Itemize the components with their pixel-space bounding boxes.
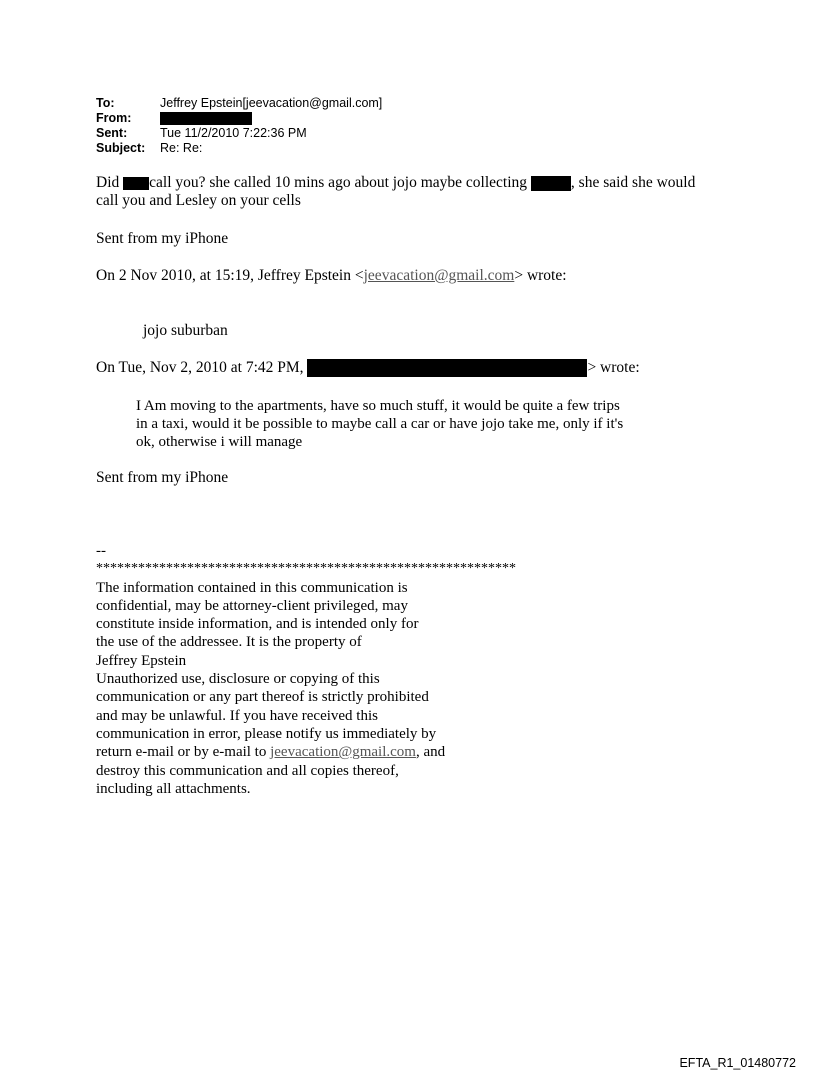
quoted-line-2: in a taxi, would it be possible to maybe call a car or have jojo take me, only if it's — [136, 416, 624, 432]
disclaimer-line-6: Unauthorized use, disclosure or copying of this — [96, 671, 380, 687]
sent-value: Tue 11/2/2010 7:22:36 PM — [160, 126, 307, 140]
signature-1: Sent from my iPhone — [96, 230, 229, 247]
body-line-1 — [96, 174, 695, 193]
quote-header-2-a: On Tue, Nov 2, 2010 at 7:42 PM, — [96, 359, 304, 376]
disclaimer-line-1: The information contained in this communication is — [96, 580, 408, 596]
quote-header-2 — [96, 359, 640, 378]
redaction-name-2 — [531, 176, 571, 191]
disclaimer-line-9: communication in error, please notify us immediately by — [96, 726, 437, 742]
to-value: Jeffrey Epstein[jeevacation@gmail.com] — [160, 96, 383, 110]
disclaimer-line-10 — [96, 743, 445, 762]
disclaimer-line-11: destroy this communication and all copies thereof, — [96, 763, 399, 779]
quote-header-2-b: > wrote: — [587, 359, 640, 376]
body-line-2: call you and Lesley on your cells — [96, 192, 301, 209]
disclaimer-line-8: and may be unlawful. If you have received this — [96, 708, 378, 724]
quote-header-1 — [96, 267, 567, 286]
disclaimer-email-link[interactable]: jeevacation@gmail.com — [270, 744, 416, 760]
disclaimer-line-5: Jeffrey Epstein — [96, 653, 187, 669]
from-label: From: — [96, 111, 132, 125]
from-redaction — [160, 112, 252, 125]
disclaimer-stars: ************************************************************ — [96, 561, 516, 576]
quote-header-1-a: On 2 Nov 2010, at 15:19, Jeffrey Epstein < — [96, 267, 364, 284]
subject-value: Re: Re: — [160, 141, 203, 155]
quote-header-1-email-link[interactable]: jeevacation@gmail.com — [363, 267, 515, 284]
disclaimer-line-4: the use of the addressee. It is the property of — [96, 634, 362, 650]
disclaimer-line-10-b: , and — [415, 744, 446, 760]
disclaimer-line-3: constitute inside information, and is intended only for — [96, 616, 419, 632]
disclaimer-dashes: -- — [96, 543, 106, 559]
reply-text: jojo suburban — [143, 322, 228, 339]
redaction-name-1 — [123, 177, 149, 190]
document-id-footer: EFTA_R1_01480772 — [679, 1056, 796, 1070]
quote-header-1-b: > wrote: — [514, 267, 567, 284]
body-line-1-a: Did — [96, 174, 120, 191]
quoted-line-1: I Am moving to the apartments, have so much stuff, it would be quite a few trips — [136, 398, 620, 414]
sent-label: Sent: — [96, 126, 128, 140]
quoted-line-3: ok, otherwise i will manage — [136, 434, 303, 450]
subject-label: Subject: — [96, 141, 146, 155]
disclaimer-line-7: communication or any part thereof is strictly prohibited — [96, 689, 429, 705]
disclaimer-line-2: confidential, may be attorney-client privileged, may — [96, 598, 408, 614]
to-label: To: — [96, 96, 115, 110]
body-line-1-b: call you? she called 10 mins ago about jojo maybe collecting — [149, 174, 528, 191]
signature-2: Sent from my iPhone — [96, 469, 229, 486]
body-line-1-c: , she said she would — [570, 174, 696, 191]
disclaimer-line-12: including all attachments. — [96, 781, 251, 797]
disclaimer-line-10-a: return e-mail or by e-mail to — [96, 744, 271, 760]
redaction-sender — [307, 359, 587, 377]
